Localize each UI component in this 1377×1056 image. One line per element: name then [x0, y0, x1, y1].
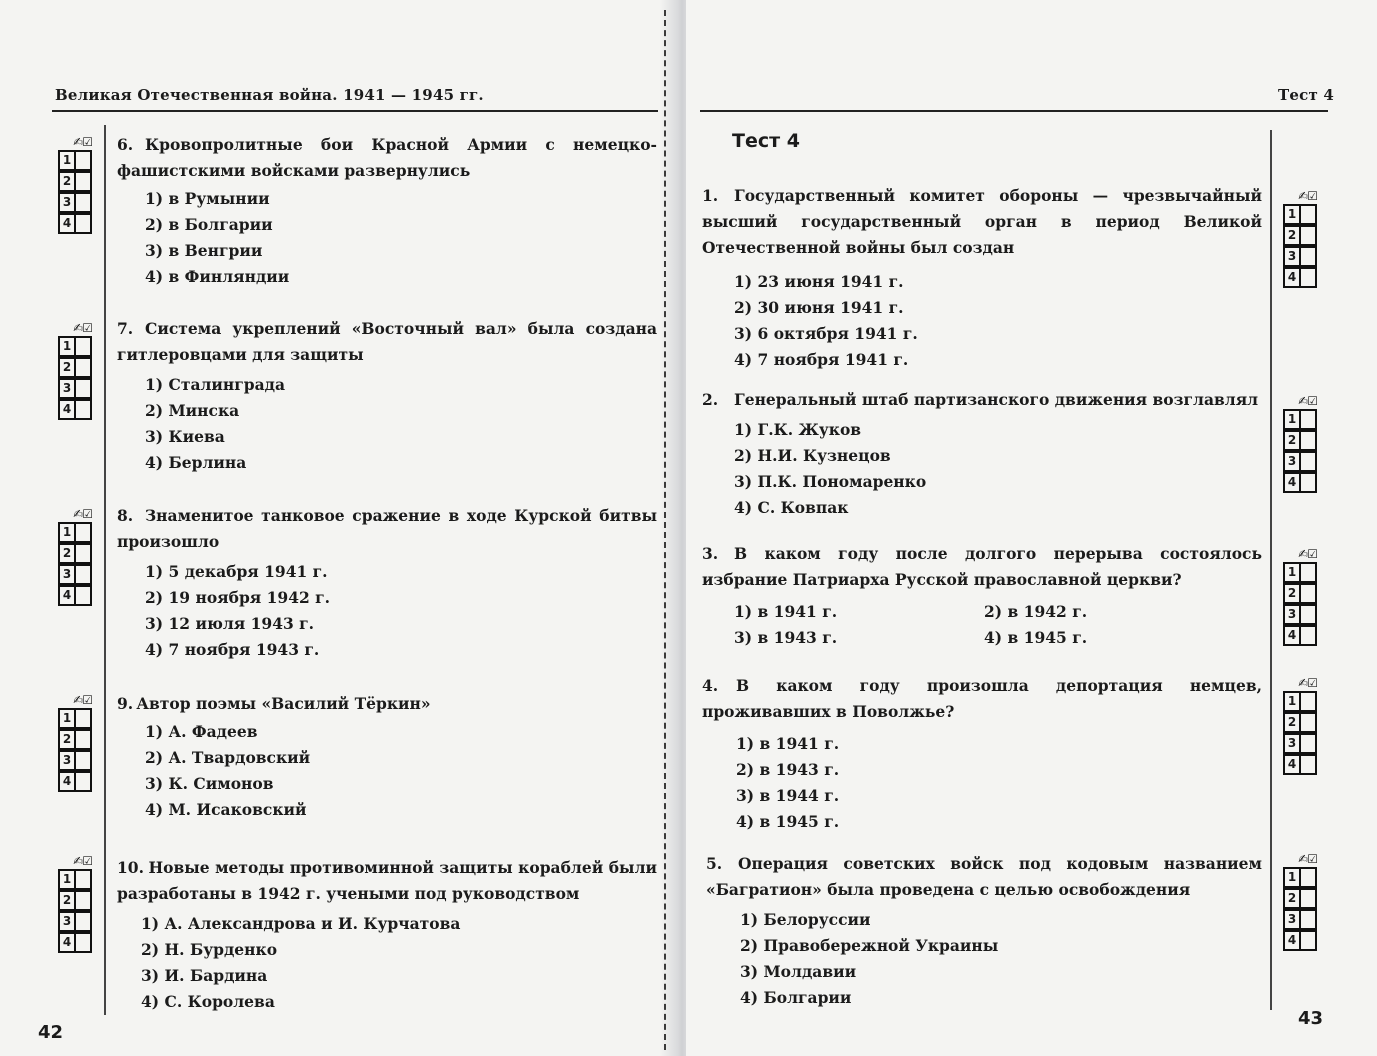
- answer-label-3: 3: [1283, 246, 1301, 267]
- answer-cell-1[interactable]: [1301, 691, 1317, 712]
- question-4: [702, 673, 1262, 835]
- option-2[interactable]: 2) Минска: [145, 401, 240, 420]
- option-4[interactable]: 4) С. Королева: [141, 992, 275, 1011]
- option-1[interactable]: 1) А. Александрова и И. Курчатова: [141, 914, 461, 933]
- answer-label-1: 1: [58, 708, 76, 729]
- answer-cell-4[interactable]: [76, 771, 92, 792]
- question-10: [117, 855, 657, 1015]
- answer-cell-2[interactable]: [1301, 430, 1317, 451]
- answer-cell-4[interactable]: [1301, 472, 1317, 493]
- page-number-right: 43: [1298, 1008, 1324, 1029]
- answer-label-2: 2: [1283, 583, 1301, 604]
- question-text: Генеральный штаб партизанского движения возглавлял: [734, 390, 1259, 409]
- answer-cell-3[interactable]: [76, 750, 92, 771]
- left-page: [0, 0, 672, 1056]
- option-4[interactable]: 4) Болгарии: [740, 988, 852, 1007]
- answer-label-3: 3: [1283, 451, 1301, 472]
- header-rule: [700, 110, 1328, 112]
- answer-label-1: 1: [1283, 867, 1301, 888]
- option-1[interactable]: 1) в Румынии: [145, 189, 270, 208]
- answer-label-1: 1: [58, 869, 76, 890]
- question-number: 5.: [706, 854, 723, 873]
- question-text: Операция советских войск под кодовым названием «Багратион» была проведена с целью освобождения: [706, 854, 1262, 899]
- answer-label-3: 3: [58, 911, 76, 932]
- answer-label-2: 2: [58, 729, 76, 750]
- margin-rule: [1270, 130, 1272, 1010]
- answer-label-4: 4: [1283, 754, 1301, 775]
- question-3: [702, 541, 1262, 651]
- question-text: Система укреплений «Восточный вал» была создана гитлеровцами для защиты: [117, 319, 657, 364]
- answer-cell-2[interactable]: [1301, 888, 1317, 909]
- option-1[interactable]: 1) 5 декабря 1941 г.: [145, 562, 328, 581]
- answer-label-3: 3: [1283, 733, 1301, 754]
- answer-label-4: 4: [58, 399, 76, 420]
- option-2[interactable]: 2) А. Твардовский: [145, 748, 311, 767]
- answer-cell-2[interactable]: [76, 357, 92, 378]
- option-4[interactable]: 4) С. Ковпак: [734, 498, 849, 517]
- answer-label-3: 3: [58, 378, 76, 399]
- option-3[interactable]: 3) П.К. Пономаренко: [734, 472, 927, 491]
- answer-cell-4[interactable]: [76, 213, 92, 234]
- answer-cell-2[interactable]: [76, 543, 92, 564]
- answer-label-4: 4: [1283, 625, 1301, 646]
- question-5: [706, 851, 1262, 1011]
- answer-label-1: 1: [1283, 562, 1301, 583]
- option-1[interactable]: 1) Г.К. Жуков: [734, 420, 862, 439]
- question-number: 7.: [117, 319, 134, 338]
- answer-cell-4[interactable]: [1301, 625, 1317, 646]
- answer-cell-1[interactable]: [1301, 204, 1317, 225]
- answer-label-2: 2: [1283, 430, 1301, 451]
- answer-label-3: 3: [58, 192, 76, 213]
- option-2[interactable]: 2) Н. Бурденко: [141, 940, 278, 959]
- answer-cell-3[interactable]: [76, 564, 92, 585]
- header-rule: [52, 110, 658, 112]
- answer-cell-3[interactable]: [76, 192, 92, 213]
- option-4[interactable]: 4) в 1945 г.: [736, 812, 840, 831]
- question-2: [702, 387, 1262, 521]
- option-4[interactable]: 4) Берлина: [145, 453, 247, 472]
- answer-box-q6: [58, 134, 92, 234]
- answer-cell-2[interactable]: [76, 729, 92, 750]
- answer-label-2: 2: [1283, 888, 1301, 909]
- answer-cell-1[interactable]: [1301, 867, 1317, 888]
- answer-label-2: 2: [58, 357, 76, 378]
- pencil-check-icon: ✍☑: [1298, 676, 1317, 690]
- page-number-left: 42: [38, 1022, 64, 1043]
- answer-label-2: 2: [58, 543, 76, 564]
- right-page: [686, 0, 1377, 1056]
- question-number: 10.: [117, 858, 144, 877]
- answer-label-1: 1: [1283, 204, 1301, 225]
- answer-cell-3[interactable]: [1301, 733, 1317, 754]
- option-2[interactable]: 2) 30 июня 1941 г.: [734, 298, 904, 317]
- question-number: 6.: [117, 135, 134, 154]
- answer-cell-3[interactable]: [1301, 246, 1317, 267]
- answer-label-1: 1: [1283, 691, 1301, 712]
- pencil-check-icon: ✍☑: [1298, 394, 1317, 408]
- answer-box-q5: [1283, 851, 1317, 951]
- answer-label-4: 4: [58, 585, 76, 606]
- answer-label-3: 3: [1283, 909, 1301, 930]
- answer-box-q9: [58, 692, 92, 792]
- option-3[interactable]: 3) И. Бардина: [141, 966, 268, 985]
- option-2[interactable]: 2) Н.И. Кузнецов: [734, 446, 891, 465]
- answer-cell-1[interactable]: [76, 708, 92, 729]
- option-4[interactable]: 4) М. Исаковский: [145, 800, 307, 819]
- option-3[interactable]: 3) в Венгрии: [145, 241, 263, 260]
- answer-cell-1[interactable]: [76, 150, 92, 171]
- option-4[interactable]: 4) 7 ноября 1941 г.: [734, 350, 909, 369]
- question-number: 2.: [702, 390, 719, 409]
- answer-label-1: 1: [58, 522, 76, 543]
- answer-cell-1[interactable]: [76, 336, 92, 357]
- answer-label-2: 2: [58, 890, 76, 911]
- answer-box-q10: [58, 853, 92, 953]
- answer-cell-2[interactable]: [1301, 583, 1317, 604]
- question-number: 1.: [702, 186, 719, 205]
- option-1[interactable]: 1) А. Фадеев: [145, 722, 258, 741]
- answer-cell-4[interactable]: [1301, 930, 1317, 951]
- answer-cell-1[interactable]: [76, 869, 92, 890]
- answer-box-q4: [1283, 675, 1317, 775]
- pencil-check-icon: ✍☑: [73, 135, 92, 149]
- answer-label-1: 1: [58, 336, 76, 357]
- answer-label-2: 2: [1283, 712, 1301, 733]
- question-number: 8.: [117, 506, 134, 525]
- margin-rule: [104, 125, 106, 1015]
- answer-label-3: 3: [58, 750, 76, 771]
- option-3[interactable]: 3) Молдавии: [740, 962, 857, 981]
- answer-cell-2[interactable]: [76, 890, 92, 911]
- answer-box-q3: [1283, 546, 1317, 646]
- answer-cell-3[interactable]: [1301, 604, 1317, 625]
- answer-cell-1[interactable]: [1301, 562, 1317, 583]
- answer-cell-3[interactable]: [76, 911, 92, 932]
- option-3[interactable]: 3) в 1943 г.: [734, 628, 838, 647]
- answer-cell-1[interactable]: [76, 522, 92, 543]
- answer-label-4: 4: [58, 771, 76, 792]
- question-text: Государственный комитет обороны — чрезвычайный высший государственный орган в период Великой Отечественной войны был создан: [702, 186, 1262, 257]
- option-3[interactable]: 3) 12 июля 1943 г.: [145, 614, 315, 633]
- test-title: Тест 4: [732, 130, 800, 152]
- option-4[interactable]: 4) 7 ноября 1943 г.: [145, 640, 320, 659]
- answer-cell-2[interactable]: [1301, 712, 1317, 733]
- question-number: 3.: [702, 544, 719, 563]
- question-text: В каком году произошла депортация немцев, проживавших в Поволжье?: [702, 676, 1262, 721]
- option-1[interactable]: 1) в 1941 г.: [734, 602, 838, 621]
- answer-label-3: 3: [58, 564, 76, 585]
- answer-label-1: 1: [1283, 409, 1301, 430]
- answer-label-2: 2: [1283, 225, 1301, 246]
- option-1[interactable]: 1) Белоруссии: [740, 910, 871, 929]
- question-text: Автор поэмы «Василий Тёркин»: [136, 694, 431, 713]
- answer-cell-4[interactable]: [76, 932, 92, 953]
- answer-label-4: 4: [1283, 472, 1301, 493]
- answer-label-4: 4: [1283, 267, 1301, 288]
- answer-label-4: 4: [58, 932, 76, 953]
- cut-line-left: [664, 10, 666, 1050]
- question-1: [702, 183, 1262, 373]
- question-text: Знаменитое танковое сражение в ходе Курской битвы произошло: [117, 506, 657, 551]
- option-3[interactable]: 3) 6 октября 1941 г.: [734, 324, 918, 343]
- answer-label-3: 3: [1283, 604, 1301, 625]
- answer-cell-4[interactable]: [1301, 267, 1317, 288]
- answer-box-q7: [58, 320, 92, 420]
- answer-cell-2[interactable]: [1301, 225, 1317, 246]
- answer-cell-2[interactable]: [76, 171, 92, 192]
- option-3[interactable]: 3) Киева: [145, 427, 225, 446]
- option-2[interactable]: 2) в 1942 г.: [984, 602, 1088, 621]
- answer-cell-1[interactable]: [1301, 409, 1317, 430]
- pencil-check-icon: ✍☑: [73, 693, 92, 707]
- answer-cell-4[interactable]: [1301, 754, 1317, 775]
- answer-cell-3[interactable]: [1301, 451, 1317, 472]
- answer-box-q2: [1283, 393, 1317, 493]
- pencil-check-icon: ✍☑: [1298, 852, 1317, 866]
- question-text: В каком году после долгого перерыва состоялось избрание Патриарха Русской православной церкви?: [702, 544, 1262, 589]
- option-2[interactable]: 2) в Болгарии: [145, 215, 273, 234]
- answer-box-q8: [58, 506, 92, 606]
- right-page-header: Тест 4: [1278, 86, 1334, 104]
- question-number: 9.: [117, 694, 134, 713]
- pencil-check-icon: ✍☑: [1298, 189, 1317, 203]
- option-1[interactable]: 1) Сталинграда: [145, 375, 286, 394]
- question-number: 4.: [702, 676, 719, 695]
- answer-label-4: 4: [58, 213, 76, 234]
- answer-box-q1: [1283, 188, 1317, 288]
- option-2[interactable]: 2) Правобережной Украины: [740, 936, 999, 955]
- answer-label-4: 4: [1283, 930, 1301, 951]
- option-1[interactable]: 1) 23 июня 1941 г.: [734, 272, 904, 291]
- pencil-check-icon: ✍☑: [73, 854, 92, 868]
- question-8: [117, 503, 657, 663]
- option-4[interactable]: 4) в 1945 г.: [984, 628, 1088, 647]
- question-text: Новые методы противоминной защиты кораблей были разработаны в 1942 г. учеными под руководством: [117, 858, 657, 903]
- pencil-check-icon: ✍☑: [73, 321, 92, 335]
- answer-cell-4[interactable]: [76, 399, 92, 420]
- pencil-check-icon: ✍☑: [73, 507, 92, 521]
- option-3[interactable]: 3) в 1944 г.: [736, 786, 840, 805]
- pencil-check-icon: ✍☑: [1298, 547, 1317, 561]
- question-7: [117, 316, 657, 476]
- left-page-header: Великая Отечественная война. 1941 — 1945 гг.: [55, 86, 484, 104]
- answer-label-1: 1: [58, 150, 76, 171]
- answer-cell-3[interactable]: [76, 378, 92, 399]
- option-2[interactable]: 2) 19 ноября 1942 г.: [145, 588, 331, 607]
- answer-cell-4[interactable]: [76, 585, 92, 606]
- question-6: [117, 132, 657, 290]
- option-1[interactable]: 1) в 1941 г.: [736, 734, 840, 753]
- question-9: [117, 691, 657, 823]
- option-4[interactable]: 4) в Финляндии: [145, 267, 290, 286]
- answer-cell-3[interactable]: [1301, 909, 1317, 930]
- answer-label-2: 2: [58, 171, 76, 192]
- question-text: Кровопролитные бои Красной Армии с немецко-фашистскими войсками развернулись: [117, 135, 657, 180]
- option-2[interactable]: 2) в 1943 г.: [736, 760, 840, 779]
- option-3[interactable]: 3) К. Симонов: [145, 774, 274, 793]
